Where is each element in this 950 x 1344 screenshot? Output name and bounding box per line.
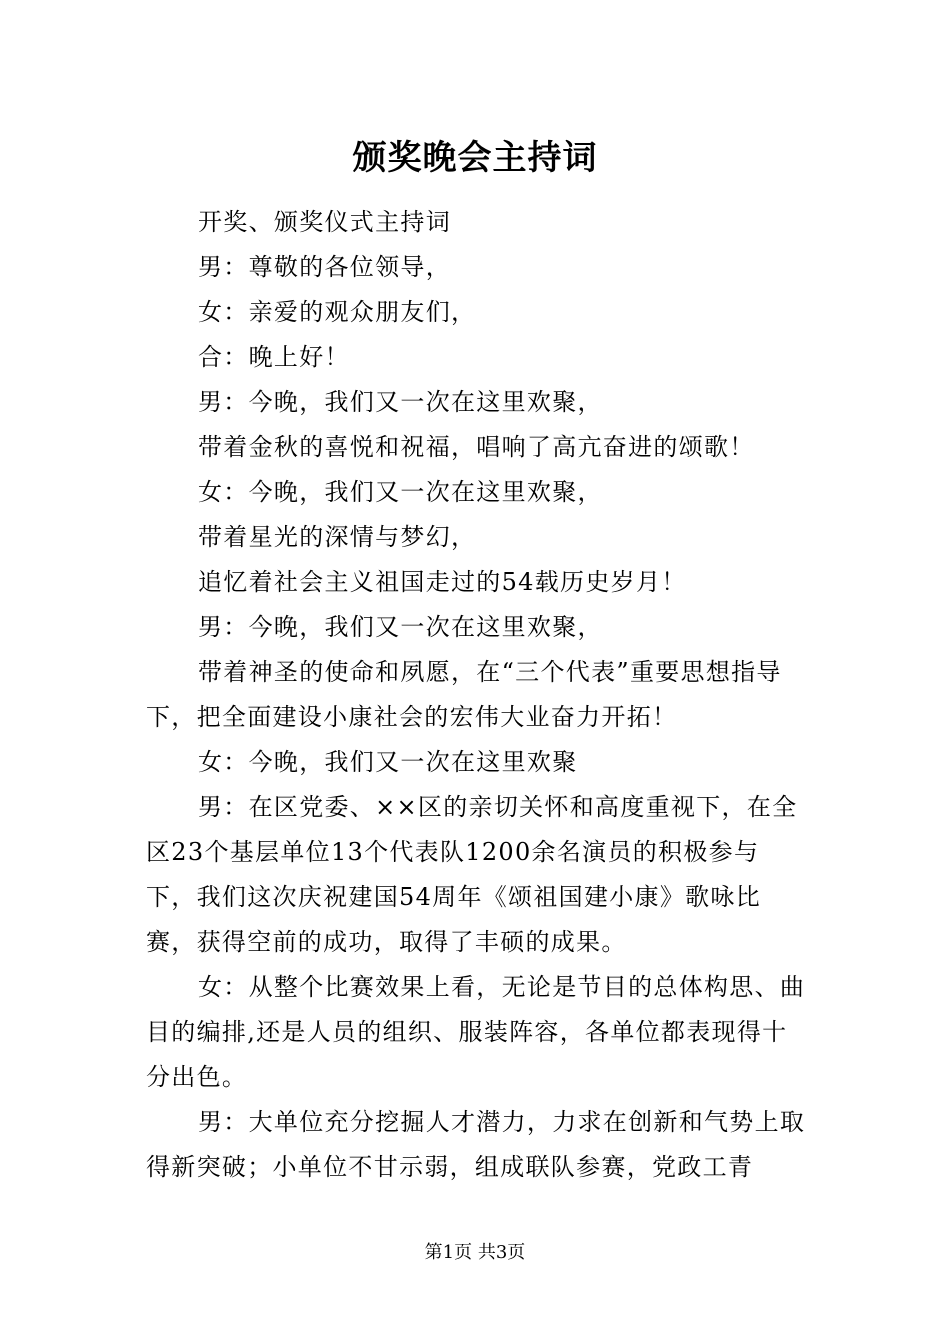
- page-number-footer: 第1页 共3页: [424, 1242, 526, 1263]
- paragraph: 女：亲爱的观众朋友们，: [198, 298, 477, 326]
- paragraph: 男：今晚，我们又一次在这里欢聚，: [198, 388, 603, 416]
- paragraph: 带着星光的深情与梦幻，: [198, 523, 477, 551]
- paragraph: 男：今晚，我们又一次在这里欢聚，: [198, 613, 603, 641]
- paragraph: 带着神圣的使命和夙愿，在“三个代表”重要思想指导下，把全面建设小康社会的宏伟大业奋力开拓！: [146, 658, 782, 731]
- paragraph: 女：今晚，我们又一次在这里欢聚: [198, 748, 578, 776]
- document-body: [146, 200, 808, 1190]
- paragraph: 男：尊敬的各位领导，: [198, 253, 451, 281]
- paragraph: 合：晚上好！: [198, 343, 350, 371]
- paragraph: 男：在区党委、××区的亲切关怀和高度重视下，在全区23个基层单位13个代表队1200余名演员的积极参与下，我们这次庆祝建国54周年《颂祖国建小康》歌咏比赛，获得空前的成功，取得了丰硕的成果。: [146, 793, 798, 956]
- document-title: 颁奖晚会主持词: [352, 138, 598, 178]
- paragraph: 女：从整个比赛效果上看，无论是节目的总体构思、曲目的编排,还是人员的组织、服装阵容，各单位都表现得十分出色。: [146, 973, 806, 1091]
- paragraph: 男：大单位充分挖掘人才潜力，力求在创新和气势上取得新突破；小单位不甘示弱，组成联队参赛，党政工青: [146, 1108, 806, 1181]
- paragraph: 追忆着社会主义祖国走过的54载历史岁月！: [198, 568, 687, 596]
- paragraph: 开奖、颁奖仪式主持词: [198, 208, 451, 236]
- paragraph: 女：今晚，我们又一次在这里欢聚，: [198, 478, 603, 506]
- paragraph: 带着金秋的喜悦和祝福，唱响了高亢奋进的颂歌！: [198, 433, 755, 461]
